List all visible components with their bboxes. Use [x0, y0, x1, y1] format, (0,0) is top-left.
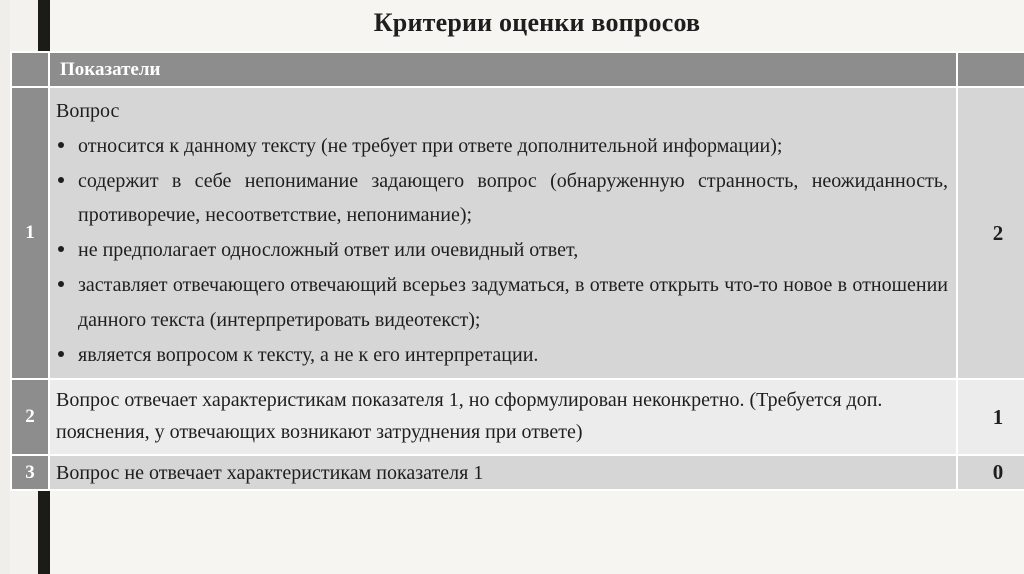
bullet-icon — [58, 177, 64, 183]
list-item-text: относится к данному тексту (не требует при ответе дополнительной информации); — [78, 134, 783, 157]
bullet-icon — [58, 142, 64, 148]
table-header-row — [11, 52, 1024, 87]
header-score-cell — [957, 52, 1024, 87]
table-row — [11, 87, 1024, 379]
row-number: 1 — [11, 87, 49, 379]
left-margin-strip — [0, 0, 10, 574]
list-item — [56, 129, 948, 164]
header-label-cell: Показатели — [49, 52, 957, 87]
table-row — [11, 379, 1024, 455]
row-score: 1 — [957, 379, 1024, 455]
bullet-icon — [58, 351, 64, 357]
row-criteria: Вопрос не отвечает характеристикам показателя 1 — [49, 455, 957, 490]
row-criteria — [49, 87, 957, 379]
header-num-cell — [11, 52, 49, 87]
list-item-text: является вопросом к тексту, а не к его интерпретации. — [78, 343, 539, 366]
bullet-icon — [58, 246, 64, 252]
list-item-text: содержит в себе непонимание задающего вопрос (обнаруженную странность, неожиданность, противоречие, несоответствие, непонимание); — [78, 169, 948, 227]
row-number: 2 — [11, 379, 49, 455]
table-row — [11, 455, 1024, 490]
bullet-icon — [58, 281, 64, 287]
list-item — [56, 268, 948, 338]
row-lead-text: Вопрос — [56, 100, 120, 122]
row-score: 2 — [957, 87, 1024, 379]
bullet-list — [56, 129, 948, 373]
row-score: 0 — [957, 455, 1024, 490]
list-item — [56, 164, 948, 234]
slide — [25, 0, 1024, 574]
list-item — [56, 233, 948, 268]
list-item-text: заставляет отвечающего отвечающий всерьез задуматься, в ответе открыть что-то новое в отношении данного текста (интерпретировать видеотекст); — [78, 273, 948, 331]
criteria-table — [10, 51, 1024, 491]
row-criteria: Вопрос отвечает характеристикам показателя 1, но сформулирован неконкретно. (Требуется доп. пояснения, у отвечающих возникают затруднения при ответе) — [49, 379, 957, 455]
list-item-text: не предполагает односложный ответ или очевидный ответ, — [78, 239, 579, 262]
list-item — [56, 338, 948, 373]
row-number: 3 — [11, 455, 49, 490]
page-title: Критерии оценки вопросов — [373, 8, 701, 37]
